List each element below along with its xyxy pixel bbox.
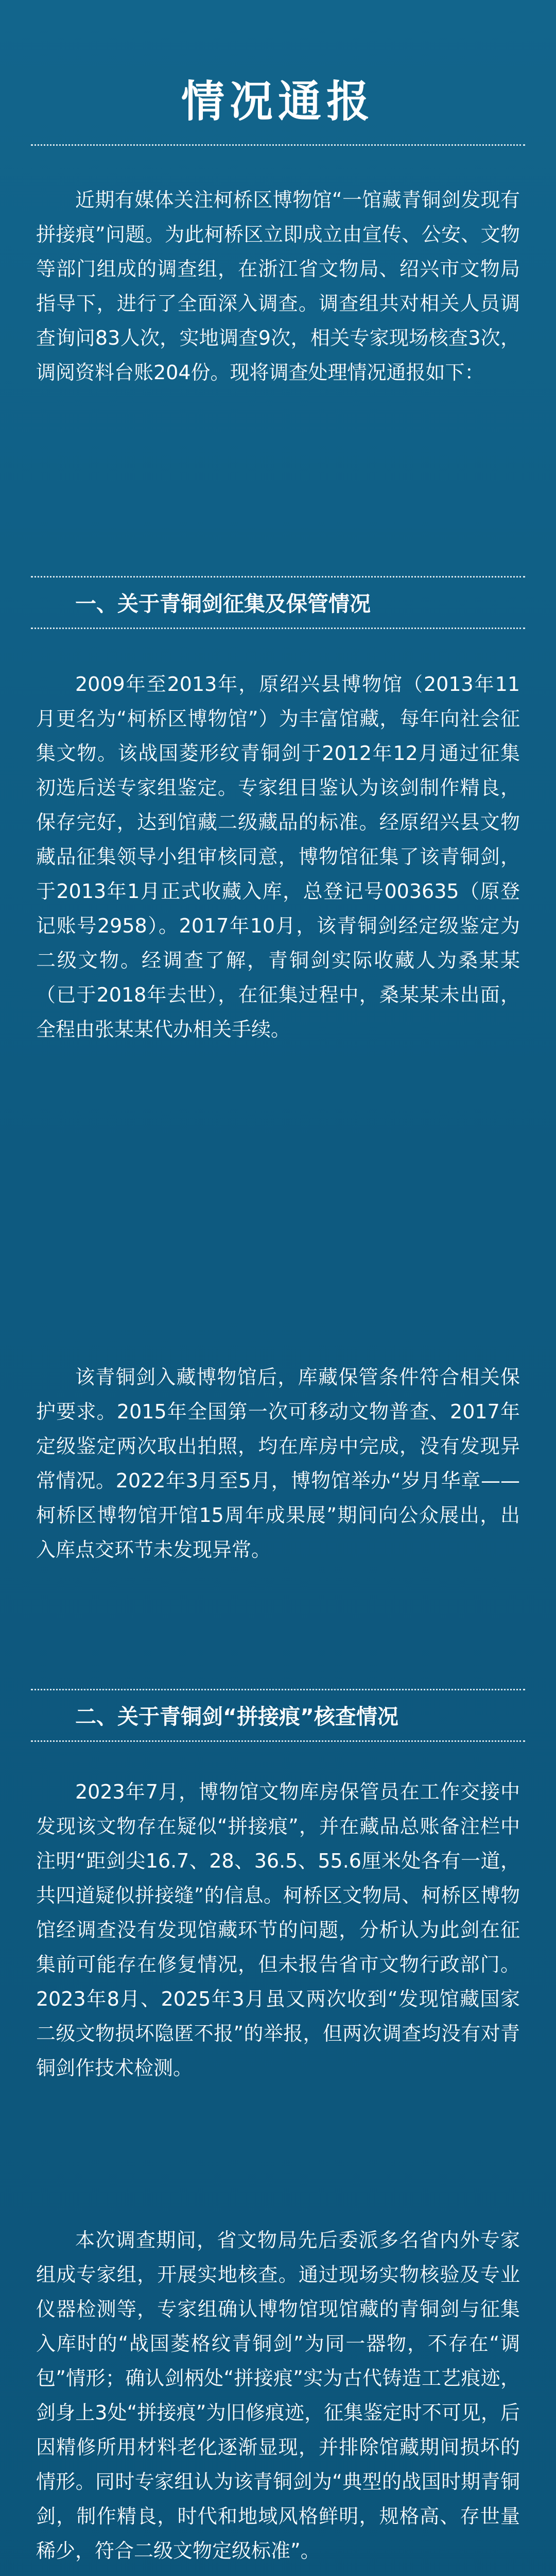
- section2-paragraph-1: 2023年7月，博物馆文物库房保管员在工作交接中发现该文物存在疑似“拼接痕”，并在藏品总账备注栏中注明“距剑尖16.7、28、36.5、55.6厘米处各有一道，共四道疑似拼接缝”的信息。柯桥区文物局、柯桥区博物馆经调查没有发现馆藏环节的问题，分析认为此剑在征集前可能存在修复情况，但未报告省市文物行政部门。2023年8月、2025年3月虽又两次收到“发现馆藏国家二级文物损坏隐匿不报”的举报，但两次调查均没有对青铜剑作技术检测。: [36, 1781, 520, 2079]
- page-title: 情况通报: [181, 76, 375, 127]
- section1-paragraph-2: 该青铜剑入藏博物馆后，库藏保管条件符合相关保护要求。2015年全国第一次可移动文物普查、2017年定级鉴定两次取出拍照，均在库房中完成，没有发现异常情况。2022年3月至5月，博物馆举办“岁月华章——柯桥区博物馆开馆15周年成果展”期间向公众展出，出入库点交环节未发现异常。: [36, 1366, 520, 1561]
- section1-heading: 一、关于青铜剑征集及保管情况: [75, 591, 371, 616]
- intro-paragraph: 近期有媒体关注柯桥区博物馆“一馆藏青铜剑发现有拼接痕”问题。为此柯桥区立即成立由宣传、公安、文物等部门组成的调查组，在浙江省文物局、绍兴市文物局指导下，进行了全面深入调查。调查组共对相关人员调查询问83人次，实地调查9次，相关专家现场核查3次，调阅资料台账204份。现将调查处理情况通报如下：: [36, 189, 520, 384]
- section2-heading: 二、关于青铜剑“拼接痕”核查情况: [75, 1704, 398, 1729]
- section1-bottom-divider: [31, 628, 525, 629]
- section1-top-divider: [31, 576, 525, 578]
- section2-bottom-divider: [31, 1740, 525, 1742]
- section2-top-divider: [31, 1689, 525, 1690]
- top-divider: [31, 144, 525, 146]
- section2-paragraph-2: 本次调查期间，省文物局先后委派多名省内外专家组成专家组，开展实地核查。通过现场实物核验及专业仪器检测等，专家组确认博物馆现馆藏的青铜剑与征集入库时的“战国菱格纹青铜剑”为同一器物，不存在“调包”情形；确认剑柄处“拼接痕”实为古代铸造工艺痕迹，剑身上3处“拼接痕”为旧修痕迹，征集鉴定时不可见，后因精修所用材料老化逐渐显现，并排除馆藏期间损坏的情形。同时专家组认为该青铜剑为“典型的战国时期青铜剑，制作精良，时代和地域风格鲜明，规格高、存世量稀少，符合二级文物定级标准”。: [36, 2229, 520, 2562]
- section1-paragraph-1: 2009年至2013年，原绍兴县博物馆（2013年11月更名为“柯桥区博物馆”）为丰富馆藏，每年向社会征集文物。该战国菱形纹青铜剑于2012年12月通过征集初选后送专家组鉴定。专家组目鉴认为该剑制作精良，保存完好，达到馆藏二级藏品的标准。经原绍兴县文物藏品征集领导小组审核同意，博物馆征集了该青铜剑，于2013年1月正式收藏入库，总登记号003635（原登记账号2958）。2017年10月，该青铜剑经定级鉴定为二级文物。经调查了解，青铜剑实际收藏人为桑某某（已于2018年去世），在征集过程中，桑某某未出面，全程由张某某代办相关手续。: [36, 673, 520, 1041]
